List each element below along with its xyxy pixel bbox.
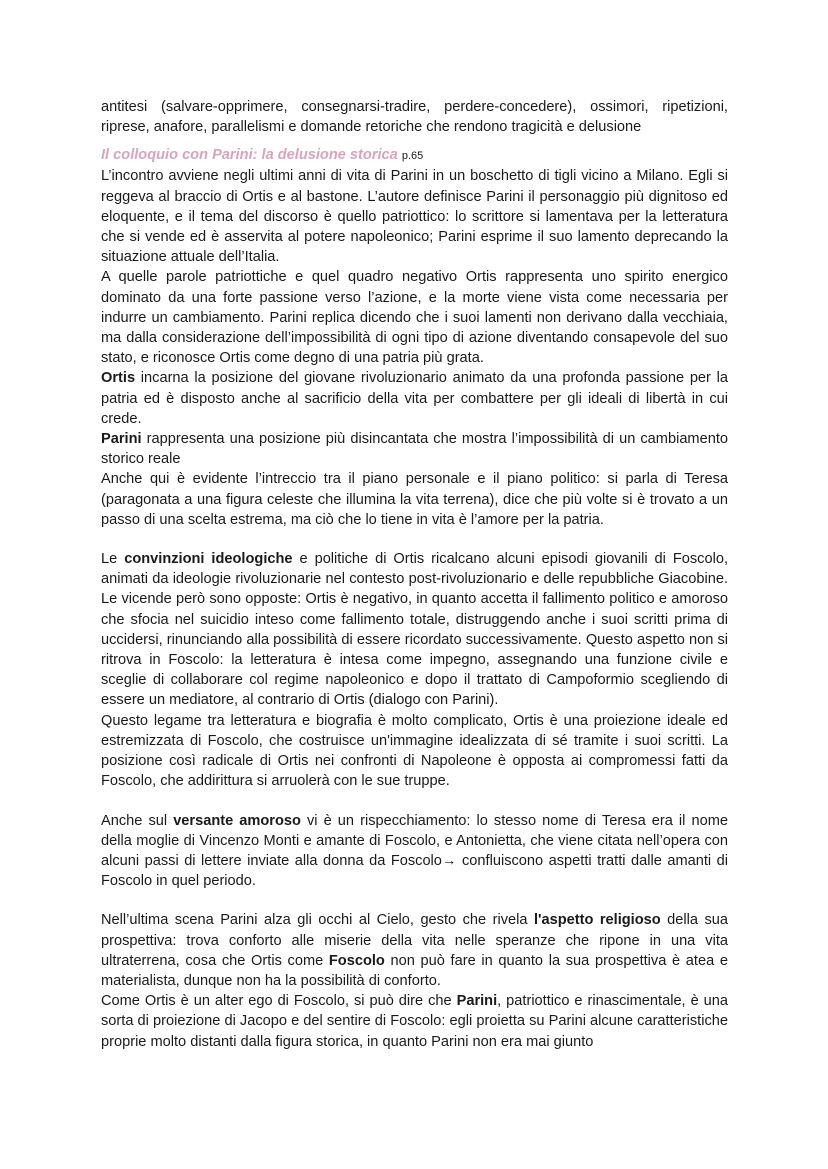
bold-versante-amoroso: versante amoroso	[173, 812, 301, 829]
section-title: Il colloquio con Parini: la delusione storica	[101, 147, 398, 164]
bold-parini: Parini	[101, 431, 142, 448]
text-span: Le	[101, 551, 125, 568]
bold-foscolo: Foscolo	[328, 952, 385, 969]
bold-convinzioni: convinzioni ideologiche	[124, 551, 293, 568]
paragraph-alter-ego	[101, 991, 728, 1052]
text-span: incarna la posizione del giovane rivoluzionario animato da una profonda passione per la patria ed è disposto anche al sacrificio della vita per combattere per gli ideali di libertà in cui crede.	[101, 370, 728, 427]
document-page	[101, 97, 728, 1052]
paragraph-ortis-position	[101, 368, 728, 429]
section-page-reference: p.65	[401, 150, 424, 163]
text-span: Nell’ultima scena Parini alza gli occhi al Cielo, gesto che rivela	[101, 912, 534, 929]
text-span: rappresenta una posizione più disincantata che mostra l’impossibilità di un cambiamento storico reale	[101, 431, 728, 468]
paragraph-meeting: L’incontro avviene negli ultimi anni di vita di Parini in un boschetto di tigli vicino a Milano. Egli si reggeva al braccio di Ortis e al bastone. L’autore definisce Parini il personaggio più dignitoso ed eloquente, e il tema del discorso è quello patriottico: lo scrittore si lamentava per la letteratura che si vende ed è asservita al potere napoleonico; Parini esprime il suo lamento deprecando la situazione attuale dell’Italia.	[101, 168, 728, 266]
paragraph-literature-biography: Questo legame tra letteratura e biografia è molto complicato, Ortis è una proiezione ideale ed estremizzata di Foscolo, che costruisce un'immagine idealizzata di sé tramite i suoi scritti. La posizione così radicale di Ortis nei confronti di Napoleone è opposta ai compromessi fatti da Foscolo, che addirittura si arruolerà con le sue truppe.	[101, 712, 728, 790]
bold-ortis: Ortis	[101, 370, 136, 387]
text-span: Anche sul	[101, 812, 174, 829]
paragraph-parini-position	[101, 429, 728, 469]
text-span: non può fare in quanto la sua prospettiva è atea e materialista, dunque non ha la possibilità di conforto.	[101, 952, 728, 989]
text-span: della sua prospettiva: trova conforto alle miserie della vita nelle speranze che ripone in una vita ultraterrena, cosa che Ortis come	[101, 912, 728, 969]
text-span: Come Ortis è un alter ego di Foscolo, si può dire che	[101, 993, 457, 1010]
text-span: , patriottico e rinascimentale, è una sorta di proiezione di Jacopo e del sentire di Foscolo: egli proietta su Parini alcune caratteristiche proprie molto distanti dalla figura storica, in quanto Parini non era mai giunto	[101, 993, 728, 1050]
text-span: e politiche di Ortis ricalcano alcuni episodi giovanili di Foscolo, animati da ideologie rivoluzionarie nel contesto post-rivoluzionario e delle repubbliche Giacobine. Le vicende però sono opposte: Ortis è negativo, in quanto accetta il fallimento politico e amoroso che sfocia nel suicidio inteso come fallimento totale, distruggendo anche i suoi scritti prima di uccidersi, rinunciando alla possibilità di essere ricordato successivamente. Questo aspetto non si ritrova in Foscolo: la letteratura è intesa come impegno, assegnando una funzione civile e sceglie di collaborare col regime napoleonico e dopo il trattato di Campoformio scegliendo di essere un mediatore, al contrario di Ortis (dialogo con Parini).	[101, 551, 729, 709]
section-heading	[101, 145, 728, 166]
text-span: vi è un rispecchiamento: lo stesso nome di Teresa era il nome della moglie di Vincenzo Monti e amante di Foscolo, e Antonietta, che viene citata nell’opera con alcuni passi di lettere inviate alla donna da Foscolo→ confluiscono aspetti tratti dalle amanti di Foscolo in quel periodo.	[101, 812, 728, 890]
bold-parini-2: Parini	[456, 993, 498, 1010]
paragraph-religious-aspect	[101, 910, 728, 991]
paragraph-ideological-convictions	[101, 549, 728, 711]
intro-paragraph: antitesi (salvare-opprimere, consegnarsi-tradire, perdere-concedere), ossimori, ripetizioni, riprese, anafore, parallelismi e domande retoriche che rendono tragicità e delusione	[101, 99, 728, 136]
paragraph-love-side	[101, 811, 728, 892]
paragraph-ortis-reply: A quelle parole patriottiche e quel quadro negativo Ortis rappresenta uno spirito energico dominato da una forte passione verso l’azione, e la morte viene vista come necessaria per indurre un cambiamento. Parini replica dicendo che i suoi lamenti non derivano dalla vecchiaia, ma dalla considerazione dell’impossibilità di ogni tipo di azione diventando consapevole del suo stato, e riconosce Ortis come degno di una patria più grata.	[101, 269, 728, 367]
bold-aspetto-religioso: l'aspetto religioso	[533, 912, 661, 929]
paragraph-teresa: Anche qui è evidente l’intreccio tra il piano personale e il piano politico: si parla di Teresa (paragonata a una figura celeste che illumina la vita terrena), dice che più volte si è trovato a un passo di una scelta estrema, ma ciò che lo tiene in vita è l’amore per la patria.	[101, 471, 728, 528]
